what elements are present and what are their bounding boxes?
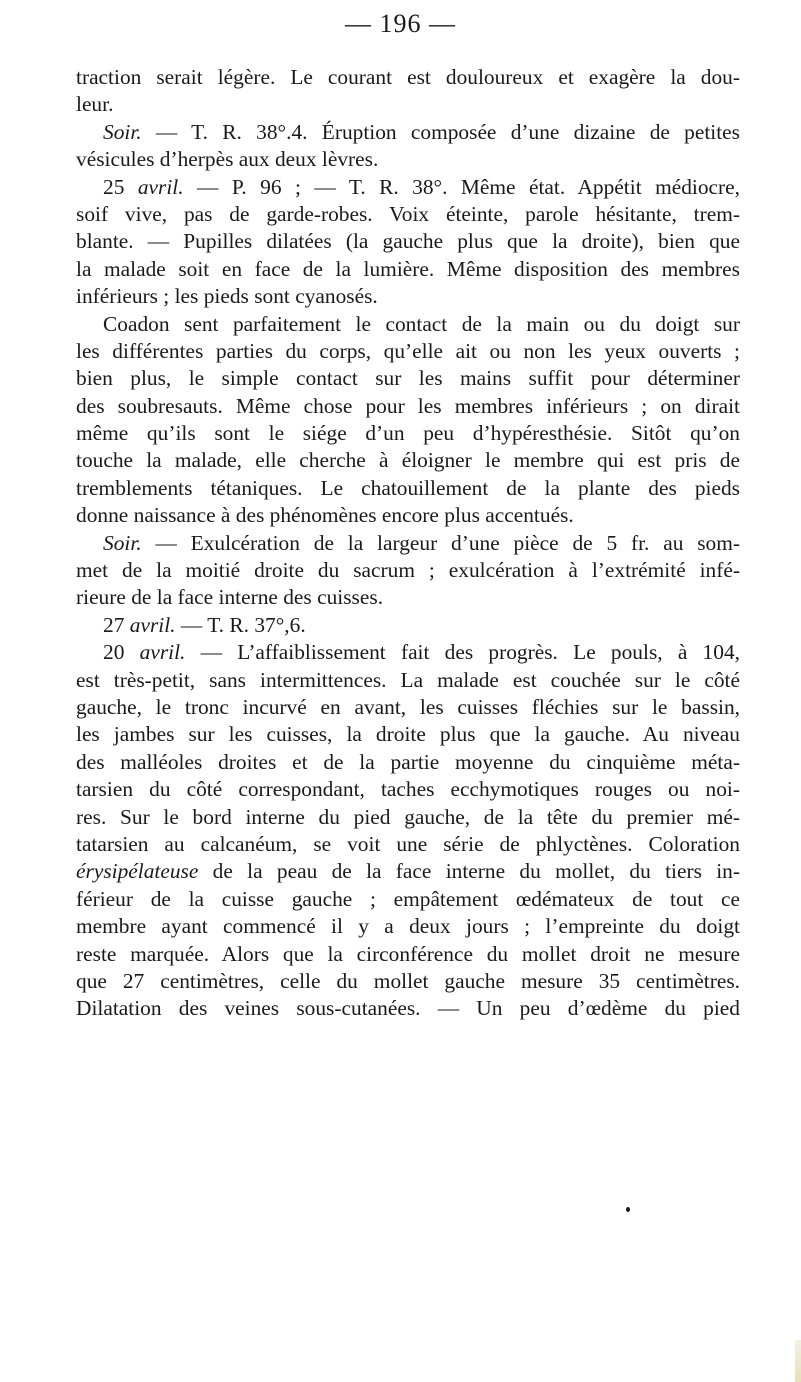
text-line: Soir. — Exulcération de la largeur d’une pièce de 5 fr. au som- — [103, 530, 740, 555]
text-line: leur. — [76, 92, 114, 117]
text-line: les jambes sur les cuisses, la droite plus que la gauche. Au niveau — [76, 722, 740, 747]
text-line: bien plus, le simple contact sur les mains suffit pour déterminer — [76, 366, 740, 391]
text-line: traction serait légère. Le courant est douloureux et exagère la dou- — [76, 65, 740, 89]
text-line: Coadon sent parfaitement le contact de la main ou du doigt sur — [103, 311, 740, 336]
text-line: soif vive, pas de garde-robes. Voix éteinte, parole hésitante, trem- — [76, 201, 740, 226]
italic-term: avril. — [139, 640, 186, 665]
text-line: les différentes parties du corps, qu’elle ait ou non les yeux ouverts ; — [76, 338, 740, 363]
body-text — [76, 64, 740, 1023]
ink-dot-mark — [626, 1207, 630, 1212]
text-line: que 27 centimètres, celle du mollet gauche mesure 35 centimètres. — [76, 968, 740, 993]
text-line: met de la moitié droite du sacrum ; exulcération à l’extrémité infé- — [76, 558, 740, 583]
text-line: 27 avril. — T. R. 37°,6. — [103, 612, 306, 637]
text-line: tremblements tétaniques. Le chatouillement de la plante des pieds — [76, 475, 740, 500]
text-line: touche la malade, elle cherche à éloigner le membre qui est pris de — [76, 448, 740, 473]
text-line: 25 avril. — P. 96 ; — T. R. 38°. Même état. Appétit médiocre, — [103, 174, 740, 199]
text-line: reste marquée. Alors que la circonférence du mollet droit ne mesure — [76, 941, 740, 966]
text-line: des soubresauts. Même chose pour les membres inférieurs ; on dirait — [76, 393, 740, 418]
italic-term: avril. — [137, 174, 184, 199]
text-line: res. Sur le bord interne du pied gauche, de la tête du premier mé- — [76, 804, 740, 829]
italic-term: avril. — [129, 612, 176, 637]
page-edge-stain — [795, 1340, 801, 1382]
text-line: gauche, le tronc incurvé en avant, les cuisses fléchies sur le bassin, — [76, 694, 740, 719]
italic-term: Soir. — [103, 119, 142, 144]
text-line: est très-petit, sans intermittences. La malade est couchée sur le côté — [76, 667, 740, 692]
text-line: Dilatation des veines sous-cutanées. — Un peu d’œdème du pied — [76, 996, 740, 1021]
text-line: des malléoles droites et de la partie moyenne du cinquième méta- — [76, 749, 740, 774]
text-line: érysipélateuse de la peau de la face interne du mollet, du tiers in- — [76, 859, 740, 884]
text-line: tatarsien au calcanéum, se voit une série de phlyctènes. Coloration — [76, 831, 740, 856]
text-line: tarsien du côté correspondant, taches ecchymotiques rouges ou noi- — [76, 777, 740, 802]
page-number-header: — 196 — — [345, 9, 456, 38]
italic-term: Soir. — [103, 530, 142, 555]
text-line: rieure de la face interne des cuisses. — [76, 585, 384, 610]
text-line: Soir. — T. R. 38°.4. Éruption composée d’une dizaine de petites — [103, 119, 740, 144]
text-line: membre ayant commencé il y a deux jours ; l’empreinte du doigt — [76, 914, 740, 939]
text-line: donne naissance à des phénomènes encore plus accentués. — [76, 503, 574, 528]
text-line: 20 avril. — L’affaiblissement fait des progrès. Le pouls, à 104, — [103, 640, 740, 665]
text-line: vésicules d’herpès aux deux lèvres. — [76, 147, 379, 172]
text-line: la malade soit en face de la lumière. Même disposition des membres — [76, 256, 740, 281]
text-line: blante. — Pupilles dilatées (la gauche plus que la droite), bien que — [76, 229, 740, 254]
italic-term: érysipélateuse — [76, 859, 199, 884]
text-line: férieur de la cuisse gauche ; empâtement œdémateux de tout ce — [76, 886, 740, 911]
text-line: même qu’ils sont le siége d’un peu d’hypéresthésie. Sitôt qu’on — [76, 421, 740, 446]
text-line: inférieurs ; les pieds sont cyanosés. — [76, 284, 378, 309]
